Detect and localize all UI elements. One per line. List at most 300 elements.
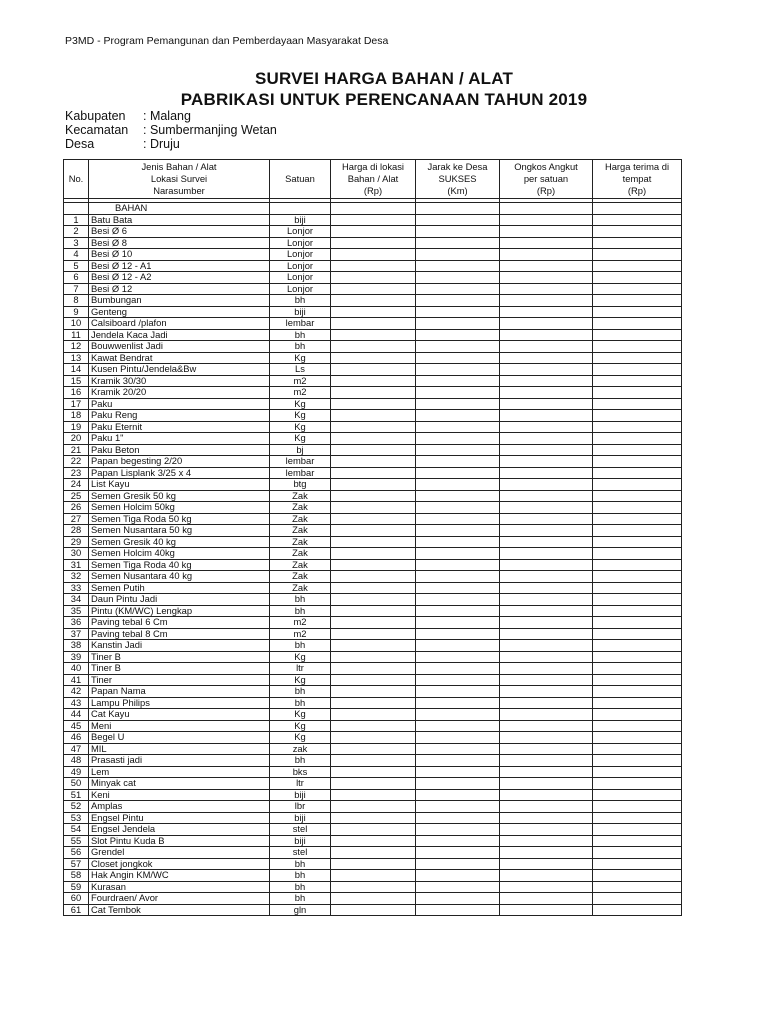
table-row [64,686,682,698]
header-note: P3MD - Program Pemangunan dan Pemberdayaan Masyarakat Desa [65,35,389,47]
table-row [64,502,682,514]
harga-cell [331,421,416,433]
ongkos-cell [500,559,593,571]
material-name: Semen Nusantara 40 kg [89,571,270,583]
row-number: 60 [64,893,89,905]
unit: bh [270,858,331,870]
unit: lbr [270,801,331,813]
harga-cell [331,260,416,272]
table-header-row [64,160,682,199]
row-number: 2 [64,226,89,238]
table-row [64,571,682,583]
table-row [64,295,682,307]
table-row [64,536,682,548]
row-number: 9 [64,306,89,318]
ongkos-cell [500,743,593,755]
jarak-cell [416,214,500,226]
material-name: Besi Ø 6 [89,226,270,238]
table-row [64,870,682,882]
ongkos-cell [500,778,593,790]
unit: Zak [270,513,331,525]
harga-cell [331,467,416,479]
harga-terima-cell [593,697,682,709]
ongkos-cell [500,433,593,445]
row-number: 37 [64,628,89,640]
jarak-cell [416,456,500,468]
table-row [64,663,682,675]
meta-kecamatan [65,123,277,137]
harga-cell [331,444,416,456]
harga-cell [331,812,416,824]
material-name: Tiner B [89,651,270,663]
unit: m2 [270,617,331,629]
material-name: Besi Ø 12 - A2 [89,272,270,284]
material-name: Paving tebal 8 Cm [89,628,270,640]
harga-terima-cell [593,801,682,813]
harga-terima-cell [593,375,682,387]
row-number: 12 [64,341,89,353]
ongkos-cell [500,295,593,307]
unit: bh [270,295,331,307]
unit: Zak [270,502,331,514]
ongkos-cell [500,732,593,744]
harga-terima-cell [593,341,682,353]
row-number: 46 [64,732,89,744]
row-number: 22 [64,456,89,468]
row-number: 49 [64,766,89,778]
ongkos-cell [500,881,593,893]
material-name: Kurasan [89,881,270,893]
harga-terima-cell [593,732,682,744]
unit: ltr [270,663,331,675]
unit: Zak [270,490,331,502]
harga-terima-cell [593,858,682,870]
jarak-cell [416,743,500,755]
harga-cell [331,329,416,341]
jarak-cell [416,306,500,318]
harga-cell [331,237,416,249]
jarak-cell [416,467,500,479]
harga-terima-cell [593,640,682,652]
row-number: 41 [64,674,89,686]
jarak-cell [416,272,500,284]
row-number: 4 [64,249,89,261]
material-name: Paku Beton [89,444,270,456]
harga-cell [331,582,416,594]
ongkos-cell [500,329,593,341]
material-name: Semen Putih [89,582,270,594]
material-name: Semen Holcim 40kg [89,548,270,560]
table-row [64,237,682,249]
harga-cell [331,663,416,675]
jarak-cell [416,847,500,859]
material-name: Paku 1" [89,433,270,445]
col-header-harga: Harga di lokasi Bahan / Alat (Rp) [331,160,416,199]
jarak-cell [416,801,500,813]
unit: Kg [270,732,331,744]
harga-cell [331,709,416,721]
ongkos-cell [500,628,593,640]
material-name: Engsel Pintu [89,812,270,824]
ongkos-cell [500,617,593,629]
row-number: 14 [64,364,89,376]
ongkos-cell [500,456,593,468]
table-row [64,410,682,422]
jarak-cell [416,893,500,905]
jarak-cell [416,525,500,537]
harga-cell [331,433,416,445]
row-number: 36 [64,617,89,629]
harga-cell [331,249,416,261]
ongkos-cell [500,249,593,261]
row-number: 39 [64,651,89,663]
material-name: Kusen Pintu/Jendela&Bw [89,364,270,376]
unit: Kg [270,398,331,410]
harga-cell [331,306,416,318]
harga-cell [331,398,416,410]
unit: lembar [270,467,331,479]
jarak-cell [416,502,500,514]
row-number: 48 [64,755,89,767]
harga-terima-cell [593,456,682,468]
jarak-cell [416,260,500,272]
material-name: Bumbungan [89,295,270,307]
material-name: Kanstin Jadi [89,640,270,652]
row-number: 33 [64,582,89,594]
jarak-cell [416,295,500,307]
material-name: Begel U [89,732,270,744]
survey-table [63,159,682,916]
meta-desa [65,137,180,151]
ongkos-cell [500,674,593,686]
harga-cell [331,778,416,790]
material-name: Hak Angin KM/WC [89,870,270,882]
material-name: Batu Bata [89,214,270,226]
table-row [64,881,682,893]
col-header-jarak: Jarak ke Desa SUKSES (Km) [416,160,500,199]
harga-cell [331,525,416,537]
row-number: 11 [64,329,89,341]
harga-terima-cell [593,904,682,916]
row-number: 43 [64,697,89,709]
unit: stel [270,824,331,836]
harga-cell [331,651,416,663]
unit: Zak [270,525,331,537]
harga-terima-cell [593,847,682,859]
unit: Lonjor [270,226,331,238]
harga-cell [331,226,416,238]
table-row [64,709,682,721]
harga-terima-cell [593,410,682,422]
material-name: Tiner [89,674,270,686]
material-name: Keni [89,789,270,801]
jarak-cell [416,686,500,698]
harga-terima-cell [593,283,682,295]
row-number: 23 [64,467,89,479]
harga-cell [331,548,416,560]
unit: biji [270,306,331,318]
row-number: 53 [64,812,89,824]
ongkos-cell [500,605,593,617]
material-name: Genteng [89,306,270,318]
section-row [64,203,682,215]
harga-terima-cell [593,433,682,445]
unit: btg [270,479,331,491]
material-name: Semen Gresik 50 kg [89,490,270,502]
harga-cell [331,697,416,709]
harga-terima-cell [593,260,682,272]
ongkos-cell [500,341,593,353]
unit: zak [270,743,331,755]
material-name: List Kayu [89,479,270,491]
table-row [64,214,682,226]
harga-cell [331,720,416,732]
harga-terima-cell [593,536,682,548]
row-number: 30 [64,548,89,560]
table-row [64,398,682,410]
harga-cell [331,410,416,422]
unit: lembar [270,318,331,330]
table-row [64,559,682,571]
harga-terima-cell [593,651,682,663]
kecamatan-label: Kecamatan [65,123,129,137]
unit: biji [270,835,331,847]
harga-cell [331,341,416,353]
material-name: Grendel [89,847,270,859]
harga-cell [331,387,416,399]
ongkos-cell [500,364,593,376]
harga-terima-cell [593,594,682,606]
desa-label: Desa [65,137,95,151]
material-name: Semen Tiga Roda 50 kg [89,513,270,525]
row-number: 54 [64,824,89,836]
unit: bj [270,444,331,456]
row-number: 18 [64,410,89,422]
ongkos-cell [500,835,593,847]
material-name: Kramik 20/20 [89,387,270,399]
jarak-cell [416,433,500,445]
table-row [64,835,682,847]
unit: bh [270,594,331,606]
row-number: 13 [64,352,89,364]
material-name: Paku Eternit [89,421,270,433]
harga-terima-cell [593,318,682,330]
table-row [64,490,682,502]
kecamatan-value: : Sumbermanjing Wetan [143,123,277,137]
jarak-cell [416,605,500,617]
unit: bh [270,893,331,905]
jarak-cell [416,732,500,744]
harga-cell [331,479,416,491]
harga-terima-cell [593,766,682,778]
harga-cell [331,766,416,778]
unit: stel [270,847,331,859]
ongkos-cell [500,283,593,295]
ongkos-cell [500,490,593,502]
unit: m2 [270,628,331,640]
unit: Kg [270,421,331,433]
unit: Lonjor [270,272,331,284]
ongkos-cell [500,226,593,238]
table-row [64,801,682,813]
harga-cell [331,214,416,226]
row-number: 16 [64,387,89,399]
ongkos-cell [500,720,593,732]
jarak-cell [416,755,500,767]
table-row [64,387,682,399]
unit: bh [270,341,331,353]
harga-terima-cell [593,812,682,824]
unit: Kg [270,720,331,732]
table-row [64,352,682,364]
table-row [64,651,682,663]
harga-terima-cell [593,559,682,571]
jarak-cell [416,904,500,916]
harga-terima-cell [593,364,682,376]
material-name: Besi Ø 12 [89,283,270,295]
table-row [64,720,682,732]
table-row [64,513,682,525]
unit: m2 [270,387,331,399]
unit: lembar [270,456,331,468]
ongkos-cell [500,352,593,364]
harga-cell [331,870,416,882]
row-number: 17 [64,398,89,410]
ongkos-cell [500,571,593,583]
ongkos-cell [500,318,593,330]
unit: bh [270,881,331,893]
material-name: Lampu Philips [89,697,270,709]
harga-cell [331,571,416,583]
row-number: 29 [64,536,89,548]
material-name: Besi Ø 8 [89,237,270,249]
jarak-cell [416,536,500,548]
table-row [64,824,682,836]
row-number: 21 [64,444,89,456]
row-number: 35 [64,605,89,617]
kabupaten-value: : Malang [143,109,191,123]
ongkos-cell [500,479,593,491]
ongkos-cell [500,651,593,663]
harga-cell [331,640,416,652]
jarak-cell [416,571,500,583]
row-number: 15 [64,375,89,387]
row-number: 3 [64,237,89,249]
table-row [64,605,682,617]
unit: bh [270,605,331,617]
jarak-cell [416,444,500,456]
material-name: Semen Holcim 50kg [89,502,270,514]
kabupaten-label: Kabupaten [65,109,126,123]
unit: Lonjor [270,237,331,249]
harga-terima-cell [593,617,682,629]
col-header-ongkos: Ongkos Angkut per satuan (Rp) [500,160,593,199]
jarak-cell [416,697,500,709]
table-row [64,421,682,433]
ongkos-cell [500,789,593,801]
jarak-cell [416,490,500,502]
harga-cell [331,686,416,698]
harga-terima-cell [593,295,682,307]
material-name: Papan begesting 2/20 [89,456,270,468]
jarak-cell [416,341,500,353]
ongkos-cell [500,387,593,399]
harga-terima-cell [593,329,682,341]
jarak-cell [416,789,500,801]
unit: Zak [270,559,331,571]
unit: biji [270,214,331,226]
jarak-cell [416,398,500,410]
table-row [64,858,682,870]
ongkos-cell [500,467,593,479]
harga-cell [331,364,416,376]
row-number: 47 [64,743,89,755]
harga-cell [331,904,416,916]
table-row [64,697,682,709]
table-row [64,226,682,238]
harga-cell [331,605,416,617]
harga-cell [331,536,416,548]
harga-terima-cell [593,789,682,801]
harga-cell [331,318,416,330]
material-name: Semen Nusantara 50 kg [89,525,270,537]
harga-terima-cell [593,835,682,847]
jarak-cell [416,226,500,238]
table-row [64,594,682,606]
unit: gln [270,904,331,916]
material-name: Paku Reng [89,410,270,422]
harga-terima-cell [593,272,682,284]
row-number: 19 [64,421,89,433]
row-number: 7 [64,283,89,295]
table-row [64,778,682,790]
unit: Kg [270,674,331,686]
jarak-cell [416,283,500,295]
harga-cell [331,628,416,640]
row-number: 40 [64,663,89,675]
row-number: 61 [64,904,89,916]
harga-cell [331,881,416,893]
jarak-cell [416,651,500,663]
ongkos-cell [500,375,593,387]
table-row [64,847,682,859]
row-number: 31 [64,559,89,571]
document-subtitle: PABRIKASI UNTUK PERENCANAAN TAHUN 2019 [180,90,588,109]
jarak-cell [416,594,500,606]
harga-terima-cell [593,674,682,686]
ongkos-cell [500,237,593,249]
table-row [64,640,682,652]
material-name: Papan Lisplank 3/25 x 4 [89,467,270,479]
material-name: Semen Gresik 40 kg [89,536,270,548]
row-number: 50 [64,778,89,790]
harga-cell [331,743,416,755]
material-name: Fourdraen/ Avor [89,893,270,905]
ongkos-cell [500,513,593,525]
jarak-cell [416,663,500,675]
harga-terima-cell [593,249,682,261]
ongkos-cell [500,755,593,767]
table-row [64,628,682,640]
harga-terima-cell [593,214,682,226]
jarak-cell [416,766,500,778]
row-number: 55 [64,835,89,847]
jarak-cell [416,387,500,399]
jarak-cell [416,352,500,364]
jarak-cell [416,778,500,790]
jarak-cell [416,375,500,387]
harga-terima-cell [593,352,682,364]
